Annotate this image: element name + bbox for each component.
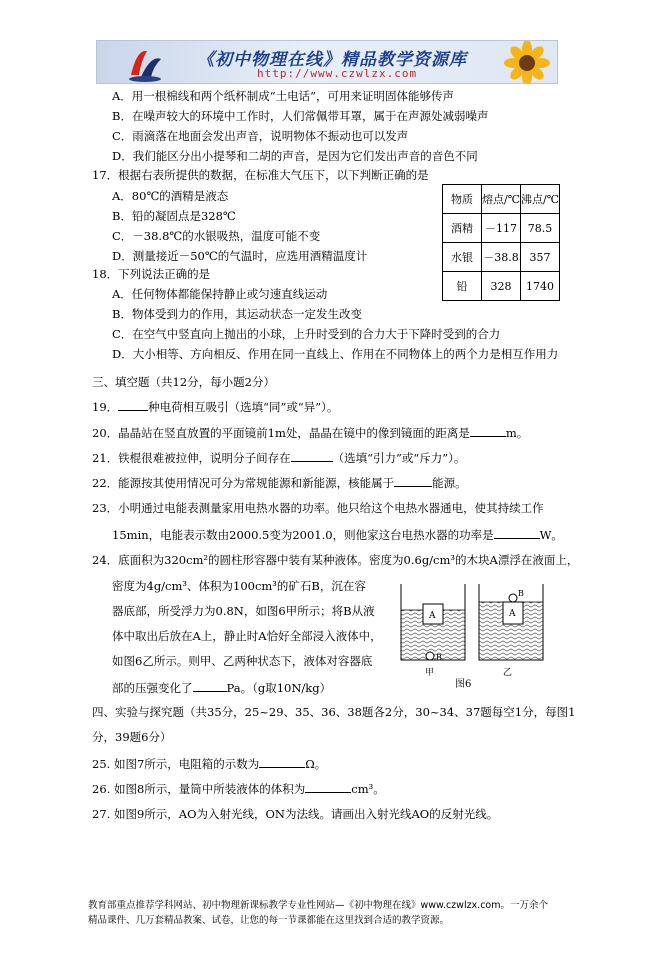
answer-blank[interactable] [470,424,506,437]
q26 [92,780,385,797]
table-cell: 328 [482,272,521,301]
header-title: 《初中物理在线》精品教学资源库 [197,50,467,70]
q17-option-a: A．80℃的酒精是液态 [112,189,229,203]
ore-b [426,652,434,660]
q22-tail: 能源。 [432,476,467,490]
table-header: 熔点/℃ [482,185,521,214]
answer-blank[interactable] [305,780,351,793]
q19-text: 种电荷相互吸引（选填“同”或“异”）。 [148,400,339,414]
answer-blank[interactable] [259,755,305,768]
q24-line2: 密度为4g/cm³、体积为100cm³的矿石B，沉在容 [112,579,366,593]
table-cell: 357 [521,243,560,272]
label-b: B [436,653,442,662]
q17-stem: 17．根据右表所提供的数据，在标准大气压下，以下判断正确的是 [92,168,429,182]
label-jia: 甲 [425,668,435,678]
footer-line2: 精品课件、几万套精品教案、试卷，让您的每一节课都能在这里找到合适的教学资源。 [88,915,450,926]
table-cell: 水银 [443,243,482,272]
q21-hint: （选填“引力”或“斥力”）。 [332,451,466,465]
table-cell: 酒精 [443,214,482,243]
q26-unit: cm³。 [351,782,385,796]
label-a: A [429,611,436,621]
container-jia [401,584,465,678]
q20-text: 20．晶晶站在竖直放置的平面镜前1m处，晶晶在镜中的像到镜面的距离是 [92,426,470,440]
section4-title-line2: 分，39题6分） [92,730,172,744]
footer [88,898,548,928]
q24-line4: 体中取出后放在A上，静止时A恰好全部浸入液体中， [112,629,382,643]
table-cell: 铅 [443,272,482,301]
q24-text: 部的压强变化了 [112,681,193,695]
q16-option-c: C．雨滴落在地面会发出声音，说明物体不振动也可以发声 [112,129,409,143]
q26-text: 26. 如图8所示，量筒中所装液体的体积为 [92,782,306,796]
section4-title-line1: 四、实验与探究题（共35分，25~29、35、36、38题各2分，30~34、37题每空1分，每图1 [92,705,576,719]
q24-unit: Pa。（g取10N/kg） [226,681,332,695]
figure-caption: 图6 [455,679,472,690]
q24-line1: 24．底面积为320cm²的圆柱形容器中装有某种液体。密度为0.6g/cm³的木块A漂浮在液面上， [92,553,579,567]
sunflower-icon [497,41,551,84]
q21 [92,449,465,466]
table-row [443,214,560,243]
q27: 27. 如图9所示，AO为入射光线，ON为法线。请画出入射光线AO的反射光线。 [92,807,499,821]
header-banner [96,40,558,84]
q23-line1: 23．小明通过电能表测量家用电热水器的功率。他只给这个电热水器通电，使其持续工作 [92,501,544,515]
logo-icon [125,45,165,83]
table-cell: －117 [482,214,521,243]
q20 [92,424,528,441]
q24-line5: 如图6乙所示。则甲、乙两种状态下，液体对容器底 [112,654,373,668]
q16-option-d: D．我们能区分出小提琴和二胡的声音，是因为它们发出声音的音色不同 [112,149,478,163]
q24-line6 [112,679,331,696]
q23-text: 15min，电能表示数由2000.5变为2001.0，则他家这台电热水器的功率是 [112,528,494,542]
q23-line2 [112,526,563,543]
q18-option-c: C．在空气中竖直向上抛出的小球，上升时受到的合力大于下降时受到的合力 [112,327,501,341]
q17-option-d: D．测量接近－50℃的气温时，应选用酒精温度计 [112,249,368,263]
table-header-row [443,185,560,214]
figure-6 [397,580,547,690]
ore-b [509,594,517,602]
properties-table [442,184,560,301]
q17-option-c: C．－38.8℃的水银吸热，温度可能不变 [112,229,321,243]
q22-text: 22．能源按其使用情况可分为常规能源和新能源，核能属于 [92,476,395,490]
q18-option-b: B．物体受到力的作用，其运动状态一定发生改变 [112,307,362,321]
q20-unit: m。 [505,426,529,440]
answer-blank[interactable] [394,474,432,487]
label-yi: 乙 [503,668,513,678]
table-cell: －38.8 [482,243,521,272]
q16-option-b: B．在噪声较大的环境中工作时，人们常佩带耳罩，属于在声源处减弱噪声 [112,109,489,123]
q18-option-a: A．任何物体都能保持静止或匀速直线运动 [112,287,328,301]
table-row [443,272,560,301]
table-cell: 1740 [521,272,560,301]
table-header: 沸点/℃ [521,185,560,214]
label-b: B [518,589,524,598]
q25-text: 25. 如图7所示，电阻箱的示数为 [92,757,260,771]
label-a: A [509,609,516,619]
q23-unit: W。 [539,528,563,542]
q18-option-d: D．大小相等、方向相反、作用在同一直线上、作用在不同物体上的两个力是相互作用力 [112,347,559,361]
q17-option-b: B．铅的凝固点是328℃ [112,209,236,223]
table-row [443,243,560,272]
container-yi [479,584,543,678]
header-url[interactable]: http://www.czwlzx.com [257,67,418,80]
q18-stem: 18．下列说法正确的是 [92,267,211,281]
q19-number: 19． [92,400,119,414]
table-header: 物质 [443,185,482,214]
q22 [92,474,467,491]
answer-blank[interactable] [118,398,148,411]
q25-unit: Ω。 [305,757,327,771]
answer-blank[interactable] [291,449,333,462]
q19 [92,398,338,415]
q16-option-a: A．用一根棉线和两个纸杯制成“土电话”，可用来证明固体能够传声 [112,89,455,103]
q24-line3: 器底部，所受浮力为0.8N，如图6甲所示；将B从液 [112,604,375,618]
table-cell: 78.5 [521,214,560,243]
footer-line1: 教育部重点推荐学科网站、初中物理新课标教学专业性网站—《初中物理在线》www.czwlzx.com。一万余个 [88,900,548,911]
q21-text: 21．铁棍很难被拉伸，说明分子间存在 [92,451,291,465]
section3-title: 三、填空题（共12分，每小题2分） [92,375,275,389]
answer-blank[interactable] [494,526,540,539]
answer-blank[interactable] [193,679,227,692]
q25 [92,755,326,772]
